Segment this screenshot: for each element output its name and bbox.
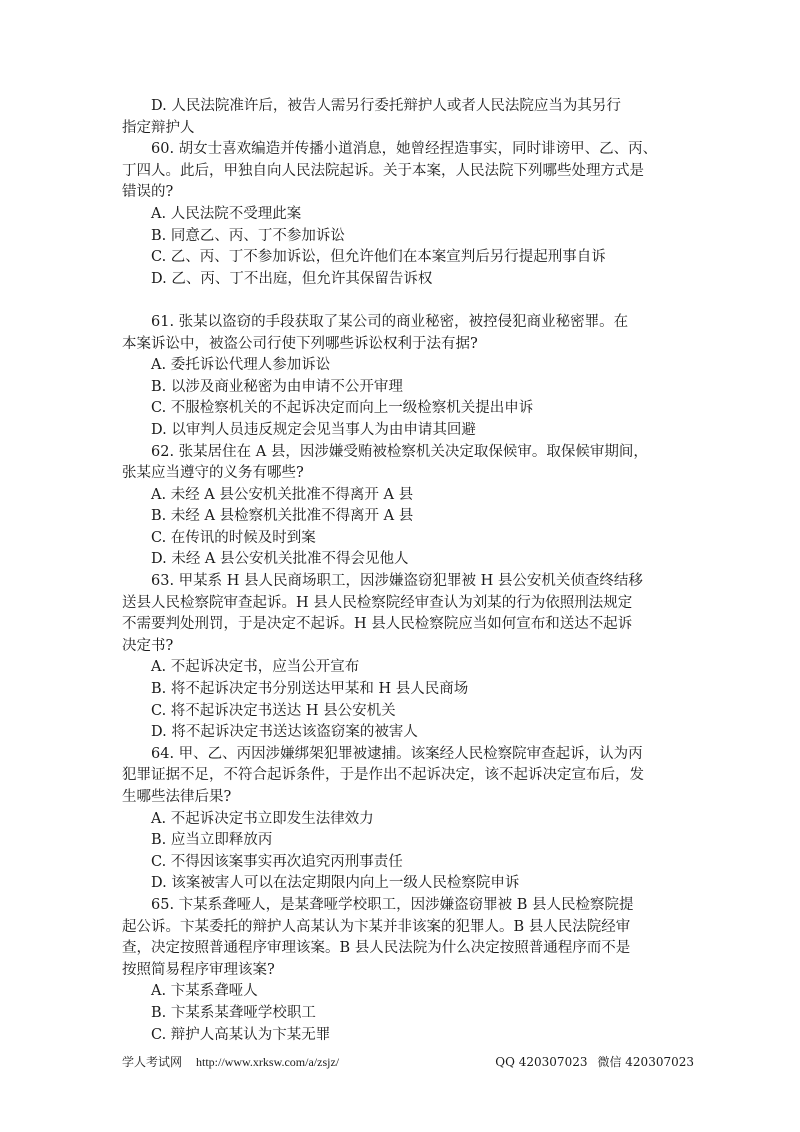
- answer-option-line: B. 将不起诉决定书分别送达甲某和 H 县人民商场: [151, 681, 469, 698]
- answer-option-line: A. 委托诉讼代理人参加诉讼: [151, 357, 331, 374]
- answer-option-line: C. 在传讯的时候及时到案: [151, 529, 316, 546]
- text-line: 起公诉。卞某委托的辩护人高某认为卞某并非该案的犯罪人。B 县人民法院经审: [122, 918, 631, 935]
- answer-option-line: C. 将不起诉决定书送达 H 县公安机关: [151, 702, 396, 719]
- footer-qq: QQ 420307023: [495, 1055, 588, 1069]
- question-line: 63. 甲某系 H 县人民商场职工，因涉嫌盗窃犯罪被 H 县公安机关侦查终结移: [151, 573, 643, 590]
- answer-option-line: D. 乙、丙、丁不出庭，但允许其保留告诉权: [151, 270, 433, 287]
- text-line: 错误的?: [122, 184, 174, 201]
- answer-option-line: B. 以涉及商业秘密为由申请不公开审理: [151, 378, 403, 395]
- question-text-body: [122, 96, 694, 1046]
- answer-option-line: C. 不得因该案事实再次追究丙刑事责任: [151, 853, 403, 870]
- question-line: 65. 卞某系聋哑人，是某聋哑学校职工，因涉嫌盗窃罪被 B 县人民检察院提: [151, 896, 634, 913]
- text-line: 送县人民检察院审查起诉。H 县人民检察院经审查认为刘某的行为依照刑法规定: [122, 594, 633, 611]
- text-line: 指定辩护人: [122, 119, 195, 136]
- answer-option-line: D. 该案被害人可以在法定期限内向上一级人民检察院申诉: [151, 875, 520, 892]
- question-line: 64. 甲、乙、丙因涉嫌绑架犯罪被逮捕。该案经人民检察院审查起诉，认为丙: [151, 745, 643, 762]
- answer-option-line: A. 不起诉决定书立即发生法律效力: [151, 810, 374, 827]
- answer-option-line: A. 不起诉决定书，应当公开宣布: [151, 659, 360, 676]
- footer-wechat: 微信 420307023: [597, 1055, 694, 1069]
- question-line: 60. 胡女士喜欢编造并传播小道消息，她曾经捏造事实，同时诽谤甲、乙、丙、: [151, 141, 658, 158]
- question-line: 61. 张某以盗窃的手段获取了某公司的商业秘密，被控侵犯商业秘密罪。在: [151, 313, 629, 330]
- footer-url[interactable]: http://www.xrksw.com/a/zsjz/: [196, 1055, 340, 1069]
- page-footer: [122, 1052, 694, 1072]
- footer-site-name: 学人考试网: [122, 1055, 183, 1069]
- text-line: 本案诉讼中，被盗公司行使下列哪些诉讼权利于法有据?: [122, 335, 478, 352]
- answer-option-line: C. 不服检察机关的不起诉决定而向上一级检察机关提出申诉: [151, 400, 534, 417]
- answer-option-line: C. 辩护人高某认为卞某无罪: [151, 1026, 331, 1043]
- answer-option-line: A. 人民法院不受理此案: [151, 205, 302, 222]
- answer-option-line: A. 卞某系聋哑人: [151, 983, 258, 1000]
- question-line: 62. 张某居住在 A 县，因涉嫌受贿被检察机关决定取保候审。取保候审期间，: [151, 443, 648, 460]
- answer-option-line: D. 将不起诉决定书送达该盗窃案的被害人: [151, 724, 418, 741]
- answer-option-line: B. 卞某系某聋哑学校职工: [151, 1004, 316, 1021]
- answer-option-line: B. 同意乙、丙、丁不参加诉讼: [151, 227, 345, 244]
- answer-option-line: C. 乙、丙、丁不参加诉讼，但允许他们在本案宣判后另行提起刑事自诉: [151, 249, 606, 266]
- answer-option-line: B. 未经 A 县检察机关批准不得离开 A 县: [151, 508, 414, 525]
- answer-option-line: D. 以审判人员违反规定会见当事人为由申请其回避: [151, 421, 476, 438]
- text-line: 丁四人。此后，甲独自向人民法院起诉。关于本案，人民法院下列哪些处理方式是: [122, 162, 644, 179]
- text-line: 犯罪证据不足，不符合起诉条件，于是作出不起诉决定，该不起诉决定宣布后，发: [122, 767, 644, 784]
- text-line: 查，决定按照普通程序审理该案。B 县人民法院为什么决定按照普通程序而不是: [122, 940, 631, 957]
- answer-option-line: D. 人民法院准许后，被告人需另行委托辩护人或者人民法院应当为其另行: [151, 98, 621, 114]
- text-line: 按照简易程序审理该案?: [122, 961, 275, 978]
- answer-option-line: D. 未经 A 县公安机关批准不得会见他人: [151, 551, 409, 568]
- answer-option-line: B. 应当立即释放丙: [151, 832, 273, 849]
- text-line: 张某应当遵守的义务有哪些?: [122, 465, 304, 482]
- blank-line: [122, 290, 694, 312]
- answer-option-line: A. 未经 A 县公安机关批准不得离开 A 县: [151, 486, 414, 503]
- text-line: 不需要判处刑罚，于是决定不起诉。H 县人民检察院应当如何宣布和送达不起诉: [122, 616, 633, 633]
- text-line: 生哪些法律后果?: [122, 789, 232, 805]
- text-line: 决定书?: [122, 637, 174, 654]
